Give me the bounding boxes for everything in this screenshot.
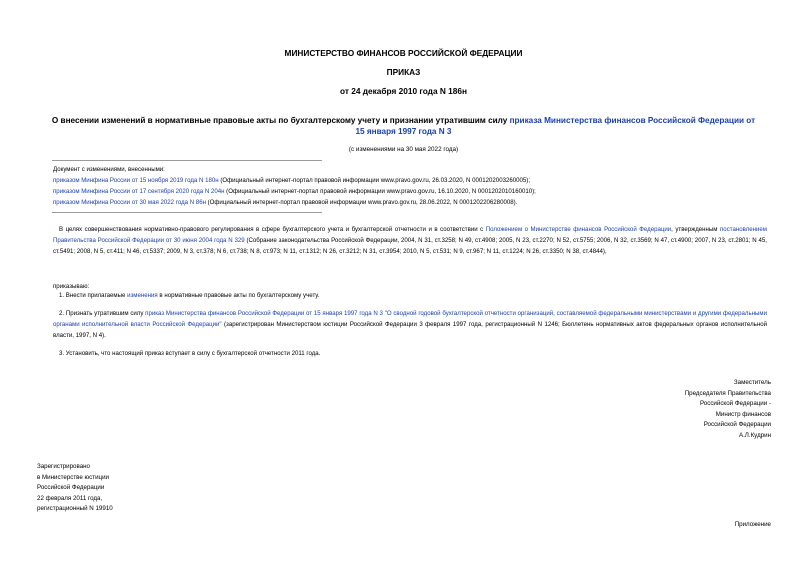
changes-item-link[interactable]: приказом Минфина России от 15 ноября 2019 года N 180н xyxy=(53,177,219,184)
repealed-order-link[interactable]: приказ Министерства финансов Российской Федерации от 15 января 1997 года N 3 "О сводной годовой бухгалтерской отчетности организаций, составляемой федеральными министерствами и другими федеральными органами исполнительной власти Российской Федерации" xyxy=(53,310,767,329)
signature-line: Российской Федерации xyxy=(703,421,771,429)
item-1-paragraph xyxy=(53,290,767,301)
item-1-text: 1. Внести прилагаемые xyxy=(59,292,128,299)
preamble-text: , утвержденным xyxy=(671,226,720,233)
item-3-paragraph xyxy=(53,348,767,359)
signature-name: А.Л.Кудрин xyxy=(738,431,771,439)
preamble-text: В целях совершенствования нормативно-правового регулирования в сфере бухгалтерского учета и бухгалтерской отчетности и в соответствии с xyxy=(59,226,486,233)
doc-date-number: от 24 декабря 2010 года N 186н xyxy=(339,86,468,96)
item-2-text: 2. Признать утратившим силу xyxy=(59,310,146,317)
changes-item-text: (Официальный интернет-портал правовой информации www.pravo.gov.ru, 26.03.2020, N 0001202003260005); xyxy=(218,177,531,184)
registration-line: 22 февраля 2011 года, xyxy=(37,494,103,502)
item-2-text: (зарегистрирован Министерством юстиции Российской Федерации 3 февраля 1997 года, регистрационный N 1246; Бюллетень нормативных актов федеральных органов исполнительной власти, 1997, N 4). xyxy=(53,321,767,340)
edition-note: (с изменениями на 30 мая 2022 года) xyxy=(348,146,459,153)
ministry-heading: МИНИСТЕРСТВО ФИНАНСОВ РОССИЙСКОЙ ФЕДЕРАЦИИ xyxy=(284,48,523,58)
changes-item xyxy=(53,175,536,186)
changes-link[interactable]: изменения xyxy=(127,292,158,299)
appendix-label: Приложение xyxy=(734,521,771,528)
changes-item xyxy=(53,197,536,208)
registration-line: Российской Федерации xyxy=(37,484,105,492)
doc-title-link[interactable]: приказа Министерства финансов Российской Федерации от 15 января 1997 года N 3 xyxy=(355,116,756,136)
changes-item-link[interactable]: приказом Минфина России от 17 сентября 2020 года N 204н xyxy=(53,188,225,195)
changes-item-text: (Официальный интернет-портал правовой информации www.pravo.gov.ru, 28.06.2022, N 0001202206280008). xyxy=(205,199,518,206)
registration-block xyxy=(37,462,113,515)
doc-type-heading: ПРИКАЗ xyxy=(386,67,421,77)
resolution-link[interactable]: постановлением Правительства Российской Федерации от 30 июня 2004 года N 329 xyxy=(53,226,767,245)
registration-line: в Министерстве юстиции xyxy=(37,473,110,481)
signature-line: Заместитель xyxy=(733,379,771,386)
signature-block xyxy=(685,378,771,442)
doc-title xyxy=(50,115,757,137)
signature-line: Российской Федерации - xyxy=(699,400,771,408)
changes-top-divider xyxy=(52,160,322,161)
item-1-text: в нормативные правовые акты по бухгалтерскому учету. xyxy=(157,292,320,299)
order-word: приказываю: xyxy=(53,283,90,290)
changes-item xyxy=(53,186,536,197)
changes-item-link[interactable]: приказом Минфина России от 30 мая 2022 года N 86н xyxy=(53,199,206,206)
changes-block xyxy=(53,164,536,208)
signature-line: Председателя Правительства xyxy=(684,389,771,397)
signature-line: Министр финансов xyxy=(715,410,771,418)
doc-title-text: О внесении изменений в нормативные правовые акты по бухгалтерскому учету и признании утратившим силу xyxy=(51,116,510,125)
preamble-text: (Собрание законодательства Российской Федерации, 2004, N 31, ст.3258; N 49, ст.4908; 2005, N 23, ст.2270; N 52, ст.5755; 2006, N 32, ст.3569; N 47, ст.4900; 2007, N 23, ст.2801; N 45, ст.5491; 2008, N 5, ст.411; N 46, ст.5337; 2009, N 3, ст.378; N 6, ст.738; N 8, ст.973; N 11, ст.1312; N 26, ст.3212; N 31, ст.3954; 2010, N 5, ст.531; N 9, ст.967; N 11, ст.1224; N 26, ст.3350; N 38, ст.4844), xyxy=(53,237,767,256)
item-2-paragraph xyxy=(53,308,767,342)
registration-line: Зарегистрировано xyxy=(37,463,90,470)
changes-bottom-divider xyxy=(52,212,322,213)
registration-line: регистрационный N 19910 xyxy=(37,505,113,513)
item-3-text: 3. Установить, что настоящий приказ вступает в силу с бухгалтерской отчетности 2011 года. xyxy=(59,350,321,357)
changes-heading: Документ с изменениями, внесенными: xyxy=(53,166,165,173)
preamble-paragraph xyxy=(53,224,767,258)
regulation-link[interactable]: Положением о Министерстве финансов Российской Федерации xyxy=(485,226,672,233)
changes-item-text: (Официальный интернет-портал правовой информации www.pravo.gov.ru, 16.10.2020, N 0001202010160010); xyxy=(224,188,536,195)
